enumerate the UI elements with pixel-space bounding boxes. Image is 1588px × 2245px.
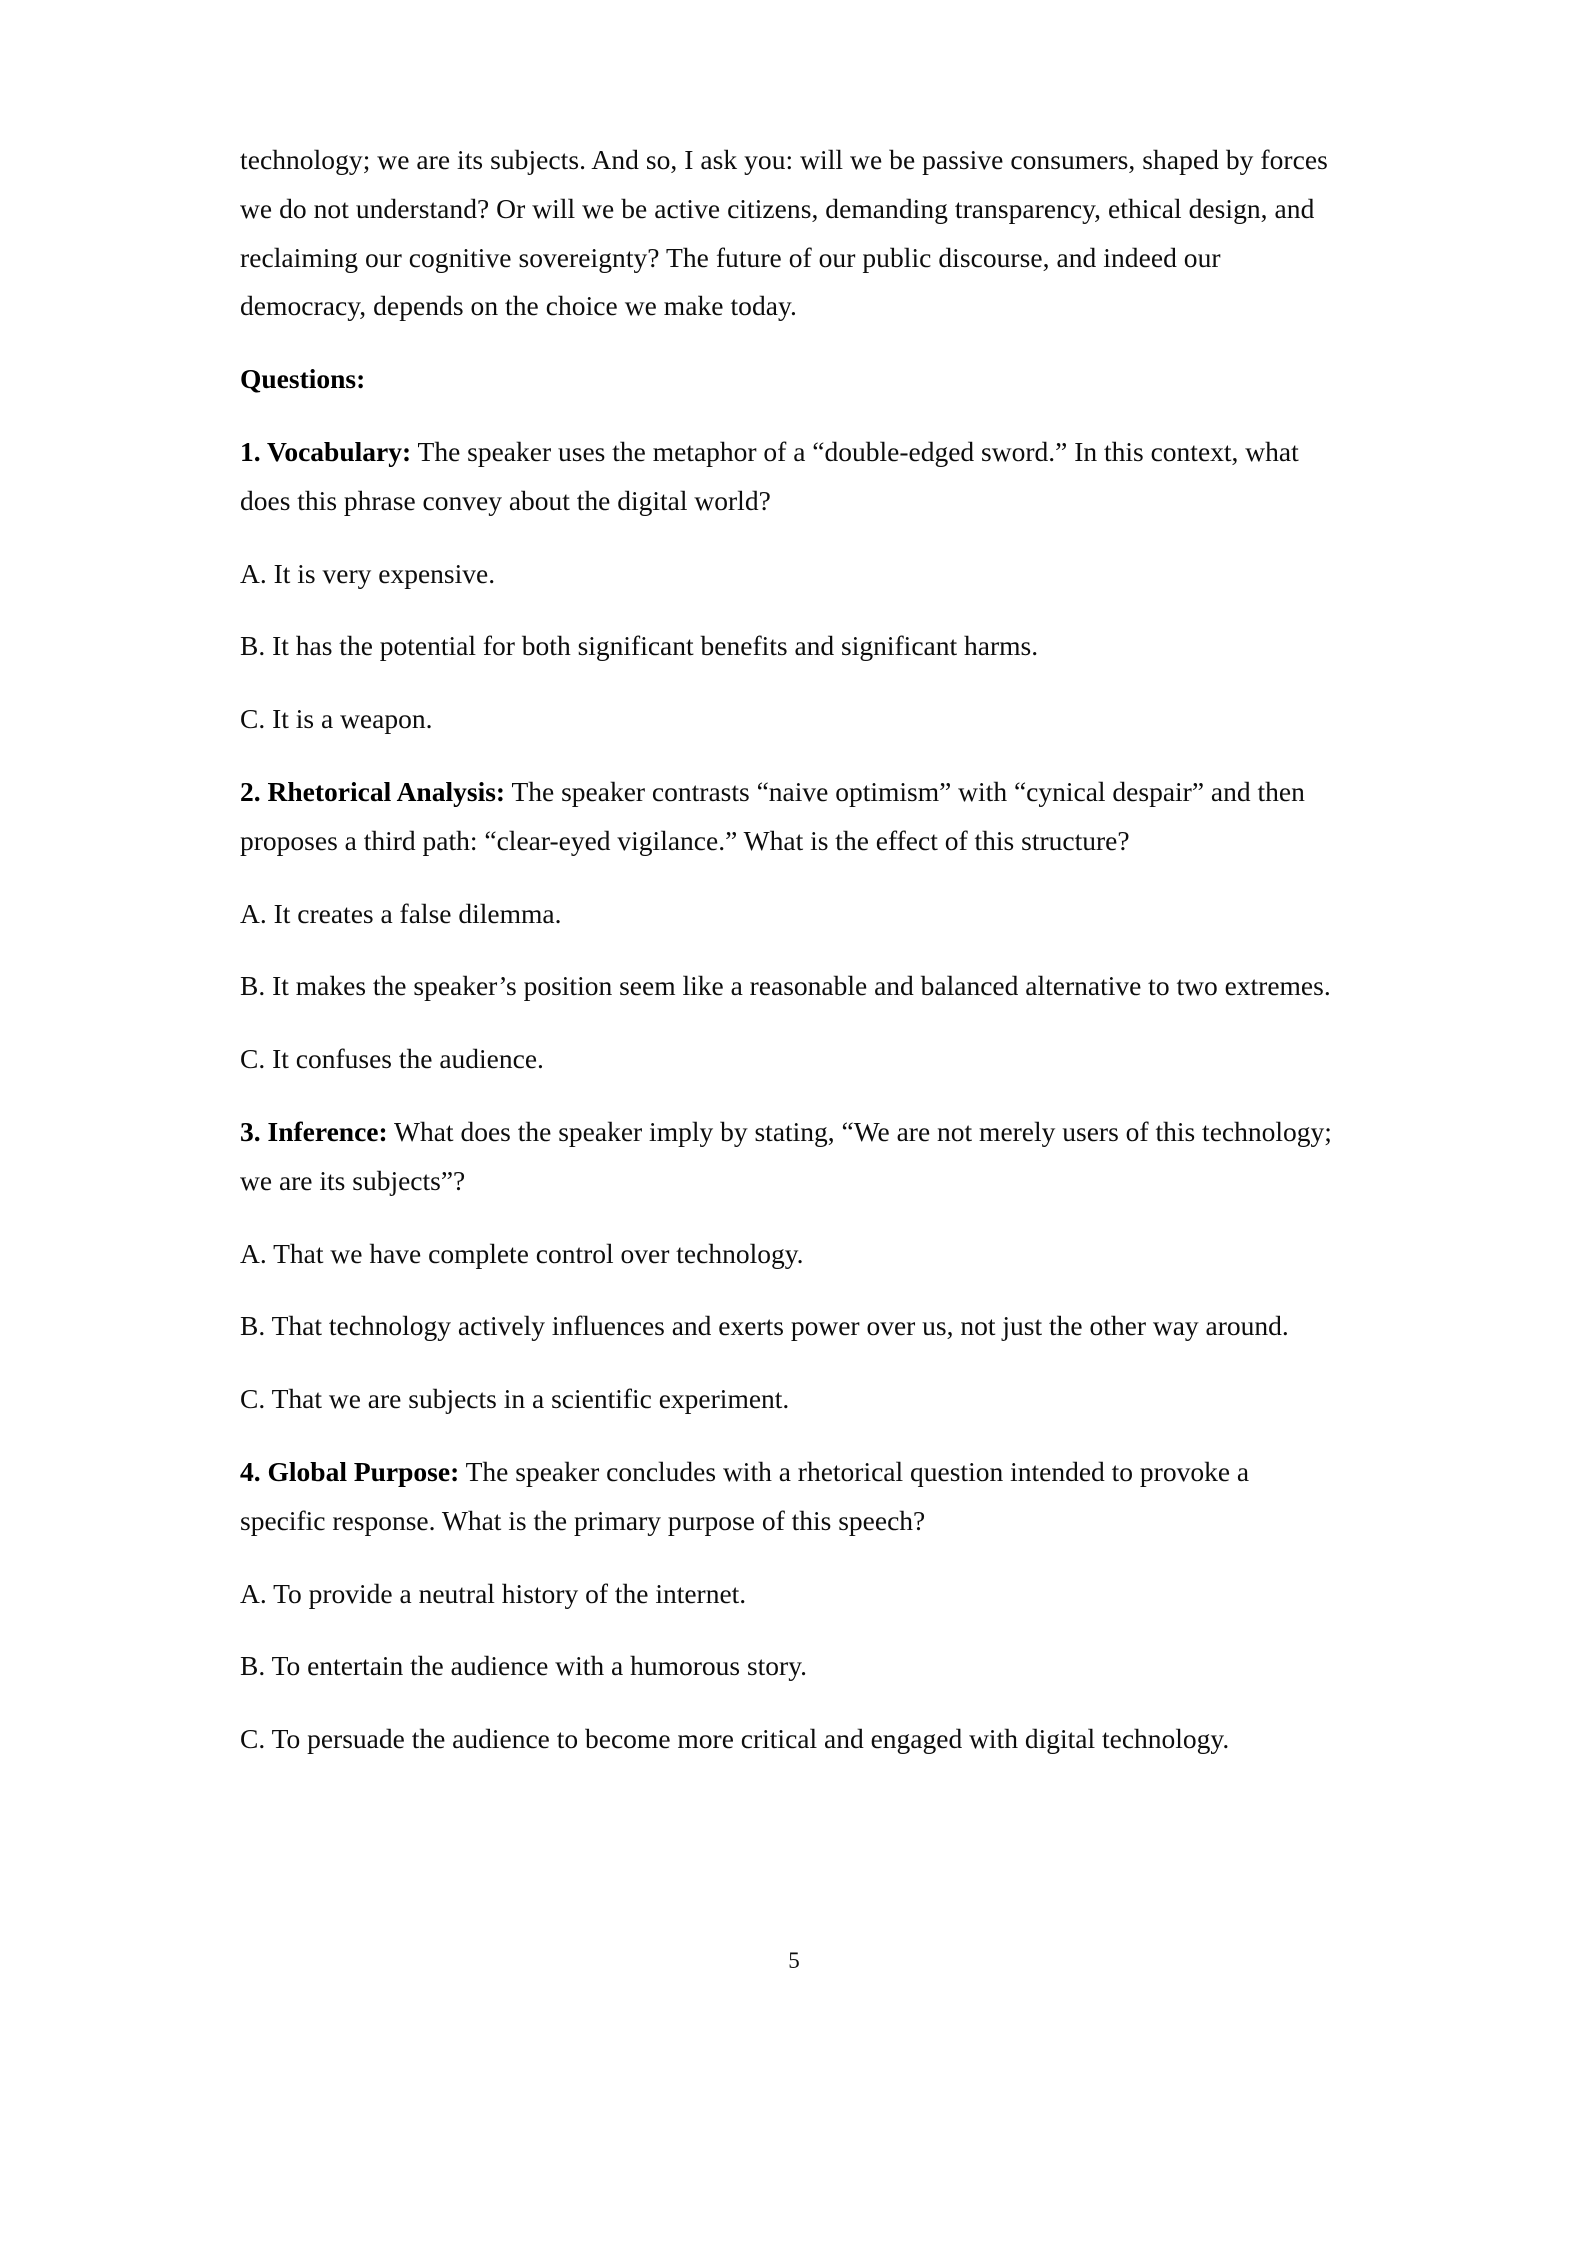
document-content	[240, 136, 1332, 1788]
question-4-option-b[interactable]: B. To entertain the audience with a humorous story.	[240, 1650, 808, 1682]
question-4-option-a[interactable]: A. To provide a neutral history of the internet.	[240, 1577, 747, 1609]
question-1-option-c[interactable]: C. It is a weapon.	[240, 703, 433, 735]
question-3-option-c[interactable]: C. That we are subjects in a scientific experiment.	[240, 1383, 790, 1415]
question-3-label: 3. Inference:	[240, 1115, 388, 1147]
question-1-option-b[interactable]: B. It has the potential for both significant benefits and significant harms.	[240, 630, 1039, 662]
question-3-option-b[interactable]: B. That technology actively influences and exerts power over us, not just the other way around.	[240, 1310, 1289, 1342]
question-4-prompt: The speaker concludes with a rhetorical question intended to provoke a specific response. What is the primary purpose of this speech?	[240, 1455, 1250, 1536]
question-4	[240, 1448, 1332, 1546]
question-2	[240, 768, 1332, 866]
question-3	[240, 1108, 1332, 1206]
question-1-label: 1. Vocabulary:	[240, 435, 412, 467]
question-3-prompt: What does the speaker imply by stating, “We are not merely users of this technology; we are its subjects”?	[240, 1115, 1332, 1196]
body-paragraph: technology; we are its subjects. And so, I ask you: will we be passive consumers, shaped by forces we do not understand? Or will we be active citizens, demanding transparency, ethical design, and reclaiming our cognitive sovereignty? The future of our public discourse, and indeed our democracy, depends on the choice we make today.	[240, 144, 1328, 322]
questions-heading: Questions:	[240, 363, 366, 395]
question-2-prompt: The speaker contrasts “naive optimism” with “cynical despair” and then proposes a third path: “clear-eyed vigilance.” What is the effect of this structure?	[240, 775, 1305, 856]
question-2-option-b[interactable]: B. It makes the speaker’s position seem like a reasonable and balanced alternative to two extremes.	[240, 970, 1331, 1002]
question-4-option-c[interactable]: C. To persuade the audience to become more critical and engaged with digital technology.	[240, 1723, 1230, 1755]
question-2-option-a[interactable]: A. It creates a false dilemma.	[240, 897, 562, 929]
question-1-prompt: The speaker uses the metaphor of a “double-edged sword.” In this context, what does this phrase convey about the digital world?	[240, 435, 1299, 516]
question-2-label: 2. Rhetorical Analysis:	[240, 775, 506, 807]
question-2-option-c[interactable]: C. It confuses the audience.	[240, 1043, 544, 1075]
question-4-label: 4. Global Purpose:	[240, 1455, 460, 1487]
question-1	[240, 428, 1332, 526]
question-3-option-a[interactable]: A. That we have complete control over technology.	[240, 1237, 804, 1269]
page-number: 5	[788, 1948, 800, 1973]
question-1-option-a[interactable]: A. It is very expensive.	[240, 557, 496, 589]
